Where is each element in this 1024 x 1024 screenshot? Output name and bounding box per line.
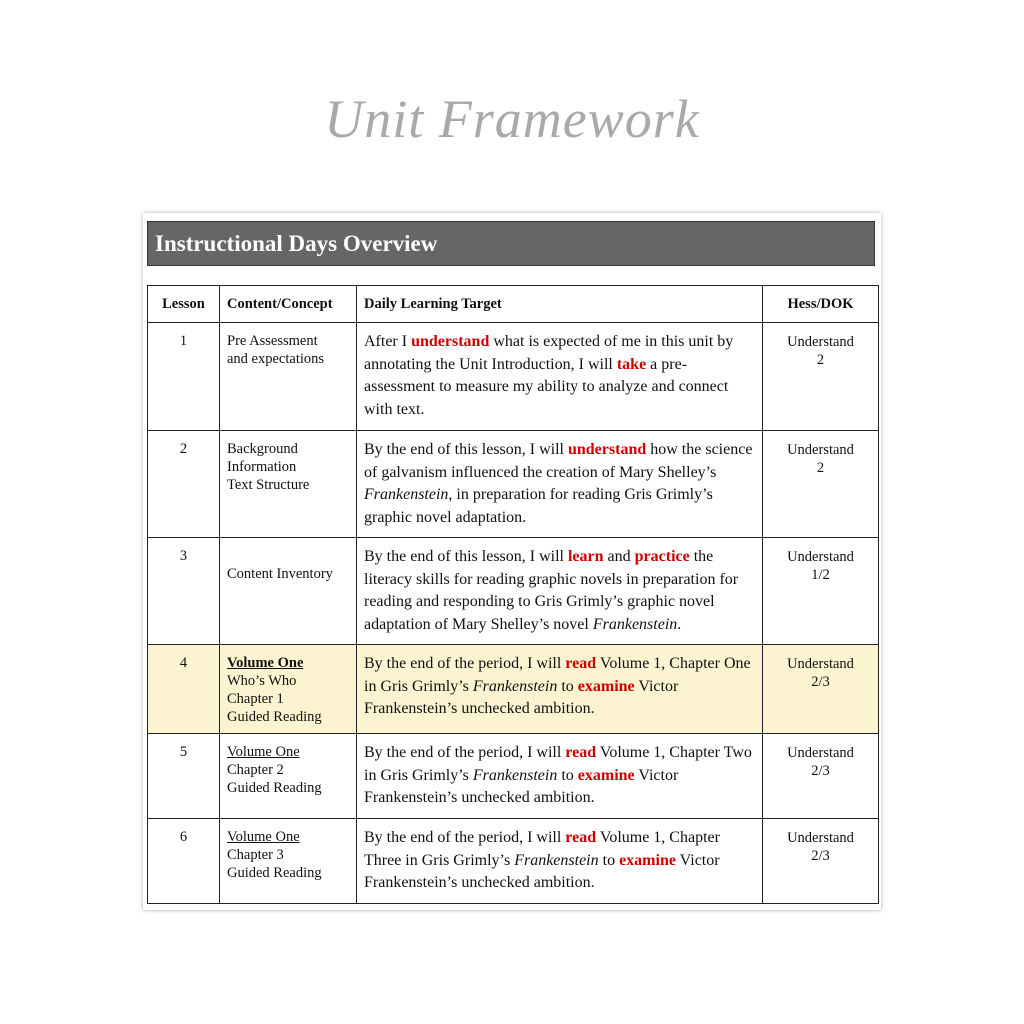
content-line: Content Inventory <box>227 566 333 582</box>
dok-level: 1/2 <box>811 567 830 583</box>
content-line: Volume One <box>227 655 304 671</box>
target-text: and <box>603 548 635 565</box>
learning-target <box>357 645 763 734</box>
table-row <box>148 819 879 904</box>
target-text: how the science of galvanism influenced the creation of Mary Shelley’s <box>364 441 753 481</box>
header-lesson: Lesson <box>148 286 220 323</box>
table-row <box>148 645 879 734</box>
content-line <box>227 547 350 565</box>
target-text: By the end of the period, I will <box>364 829 566 846</box>
lesson-number: 4 <box>148 645 220 734</box>
target-text: Volume 1, Chapter One in Gris Grimly’s <box>364 655 751 695</box>
table-row <box>148 323 879 431</box>
hess-dok <box>763 323 879 431</box>
content-line: Text Structure <box>227 477 310 493</box>
target-text: . <box>677 615 682 633</box>
hess-dok <box>763 734 879 819</box>
lessons-table <box>147 285 879 904</box>
overview-card <box>143 213 881 910</box>
target-text: , in preparation for reading Gris Grimly’s graphic novel adaptation. <box>364 486 713 526</box>
content-concept <box>220 323 357 431</box>
target-verb: understand <box>411 333 490 350</box>
content-line: Who’s Who <box>227 673 297 689</box>
content-concept <box>220 431 357 538</box>
target-text: Volume 1, Chapter Three in Gris Grimly’s <box>364 829 720 869</box>
target-text: Frankenstein <box>364 486 449 503</box>
target-text: to <box>557 677 578 695</box>
dok-level: 2 <box>816 460 825 476</box>
dok-category: Understand <box>787 334 854 350</box>
header-content: Content/Concept <box>220 286 357 323</box>
target-text: By the end of this lesson, I will <box>364 441 568 458</box>
content-line: Information <box>227 459 297 475</box>
target-text: a pre-assessment to measure my ability to analyze and connect with text. <box>364 355 729 418</box>
target-verb: practice <box>634 548 690 565</box>
hess-dok <box>763 538 879 645</box>
dok-category: Understand <box>787 549 854 565</box>
hess-dok <box>763 819 879 904</box>
content-line: Pre Assessment <box>227 333 318 349</box>
target-text: Victor Frankenstein’s unchecked ambition. <box>364 766 679 806</box>
hess-dok <box>763 645 879 734</box>
dok-level: 2/3 <box>811 674 830 690</box>
target-text: By the end of this lesson, I will <box>364 548 568 565</box>
target-text: By the end of the period, I will <box>364 655 566 672</box>
target-verb: read <box>565 744 597 761</box>
content-line: Background <box>227 441 298 457</box>
target-text: to <box>598 851 620 869</box>
target-verb: examine <box>619 851 676 869</box>
target-verb: take <box>616 355 647 373</box>
target-verb: learn <box>567 548 604 565</box>
dok-level: 2 <box>816 352 825 368</box>
content-line: Chapter 2 <box>227 762 284 778</box>
lesson-number: 1 <box>148 323 220 431</box>
learning-target <box>357 431 763 538</box>
hess-dok <box>763 431 879 538</box>
learning-target <box>357 538 763 645</box>
content-concept <box>220 645 357 734</box>
lesson-number: 5 <box>148 734 220 819</box>
target-text: the literacy skills for reading graphic novels in preparation for reading and responding to Gris Grimly’s graphic novel adaptation of Mary Shelley’s novel <box>364 548 739 633</box>
page-title: Unit Framework <box>324 89 700 149</box>
dok-level: 2/3 <box>811 763 830 779</box>
content-line: Guided Reading <box>227 709 322 725</box>
lesson-number: 2 <box>148 431 220 538</box>
dok-category: Understand <box>787 745 854 761</box>
target-text: Frankenstein <box>472 677 558 695</box>
target-text: Victor Frankenstein’s unchecked ambition. <box>364 851 720 891</box>
target-text: Frankenstein <box>514 851 599 869</box>
target-text: Volume 1, Chapter Two in Gris Grimly’s <box>364 744 752 784</box>
content-concept <box>220 734 357 819</box>
table-row <box>148 431 879 538</box>
dok-level: 2/3 <box>811 848 830 864</box>
header-dok: Hess/DOK <box>763 286 879 323</box>
target-text: Frankenstein <box>592 615 678 633</box>
learning-target <box>357 734 763 819</box>
header-target: Daily Learning Target <box>357 286 763 323</box>
target-text: what is expected of me in this unit by annotating the Unit Introduction, I will <box>364 333 734 373</box>
content-line: and expectations <box>227 351 325 367</box>
table-row <box>148 734 879 819</box>
content-line: Chapter 3 <box>227 847 284 863</box>
target-text: After I <box>364 333 412 350</box>
content-line: Guided Reading <box>227 865 322 881</box>
target-verb: examine <box>577 766 635 784</box>
dok-category: Understand <box>787 656 854 672</box>
content-line: Volume One <box>227 829 300 845</box>
target-verb: examine <box>577 677 635 695</box>
content-concept <box>220 538 357 645</box>
section-banner: Instructional Days Overview <box>147 221 875 266</box>
lesson-number: 3 <box>148 538 220 645</box>
target-verb: read <box>565 829 597 846</box>
target-text: By the end of the period, I will <box>364 744 566 761</box>
content-line: Volume One <box>227 744 300 760</box>
target-verb: read <box>565 655 597 672</box>
content-concept <box>220 819 357 904</box>
lesson-number: 6 <box>148 819 220 904</box>
content-line: Guided Reading <box>227 780 322 796</box>
target-text: Frankenstein <box>472 766 558 784</box>
learning-target <box>357 323 763 431</box>
target-text: Victor Frankenstein’s unchecked ambition. <box>364 677 679 717</box>
dok-category: Understand <box>787 830 854 846</box>
learning-target <box>357 819 763 904</box>
table-row <box>148 538 879 645</box>
dok-category: Understand <box>787 442 854 458</box>
target-verb: understand <box>567 441 647 458</box>
content-line: Chapter 1 <box>227 691 284 707</box>
target-text: to <box>557 766 578 784</box>
table-header-row <box>148 286 879 323</box>
